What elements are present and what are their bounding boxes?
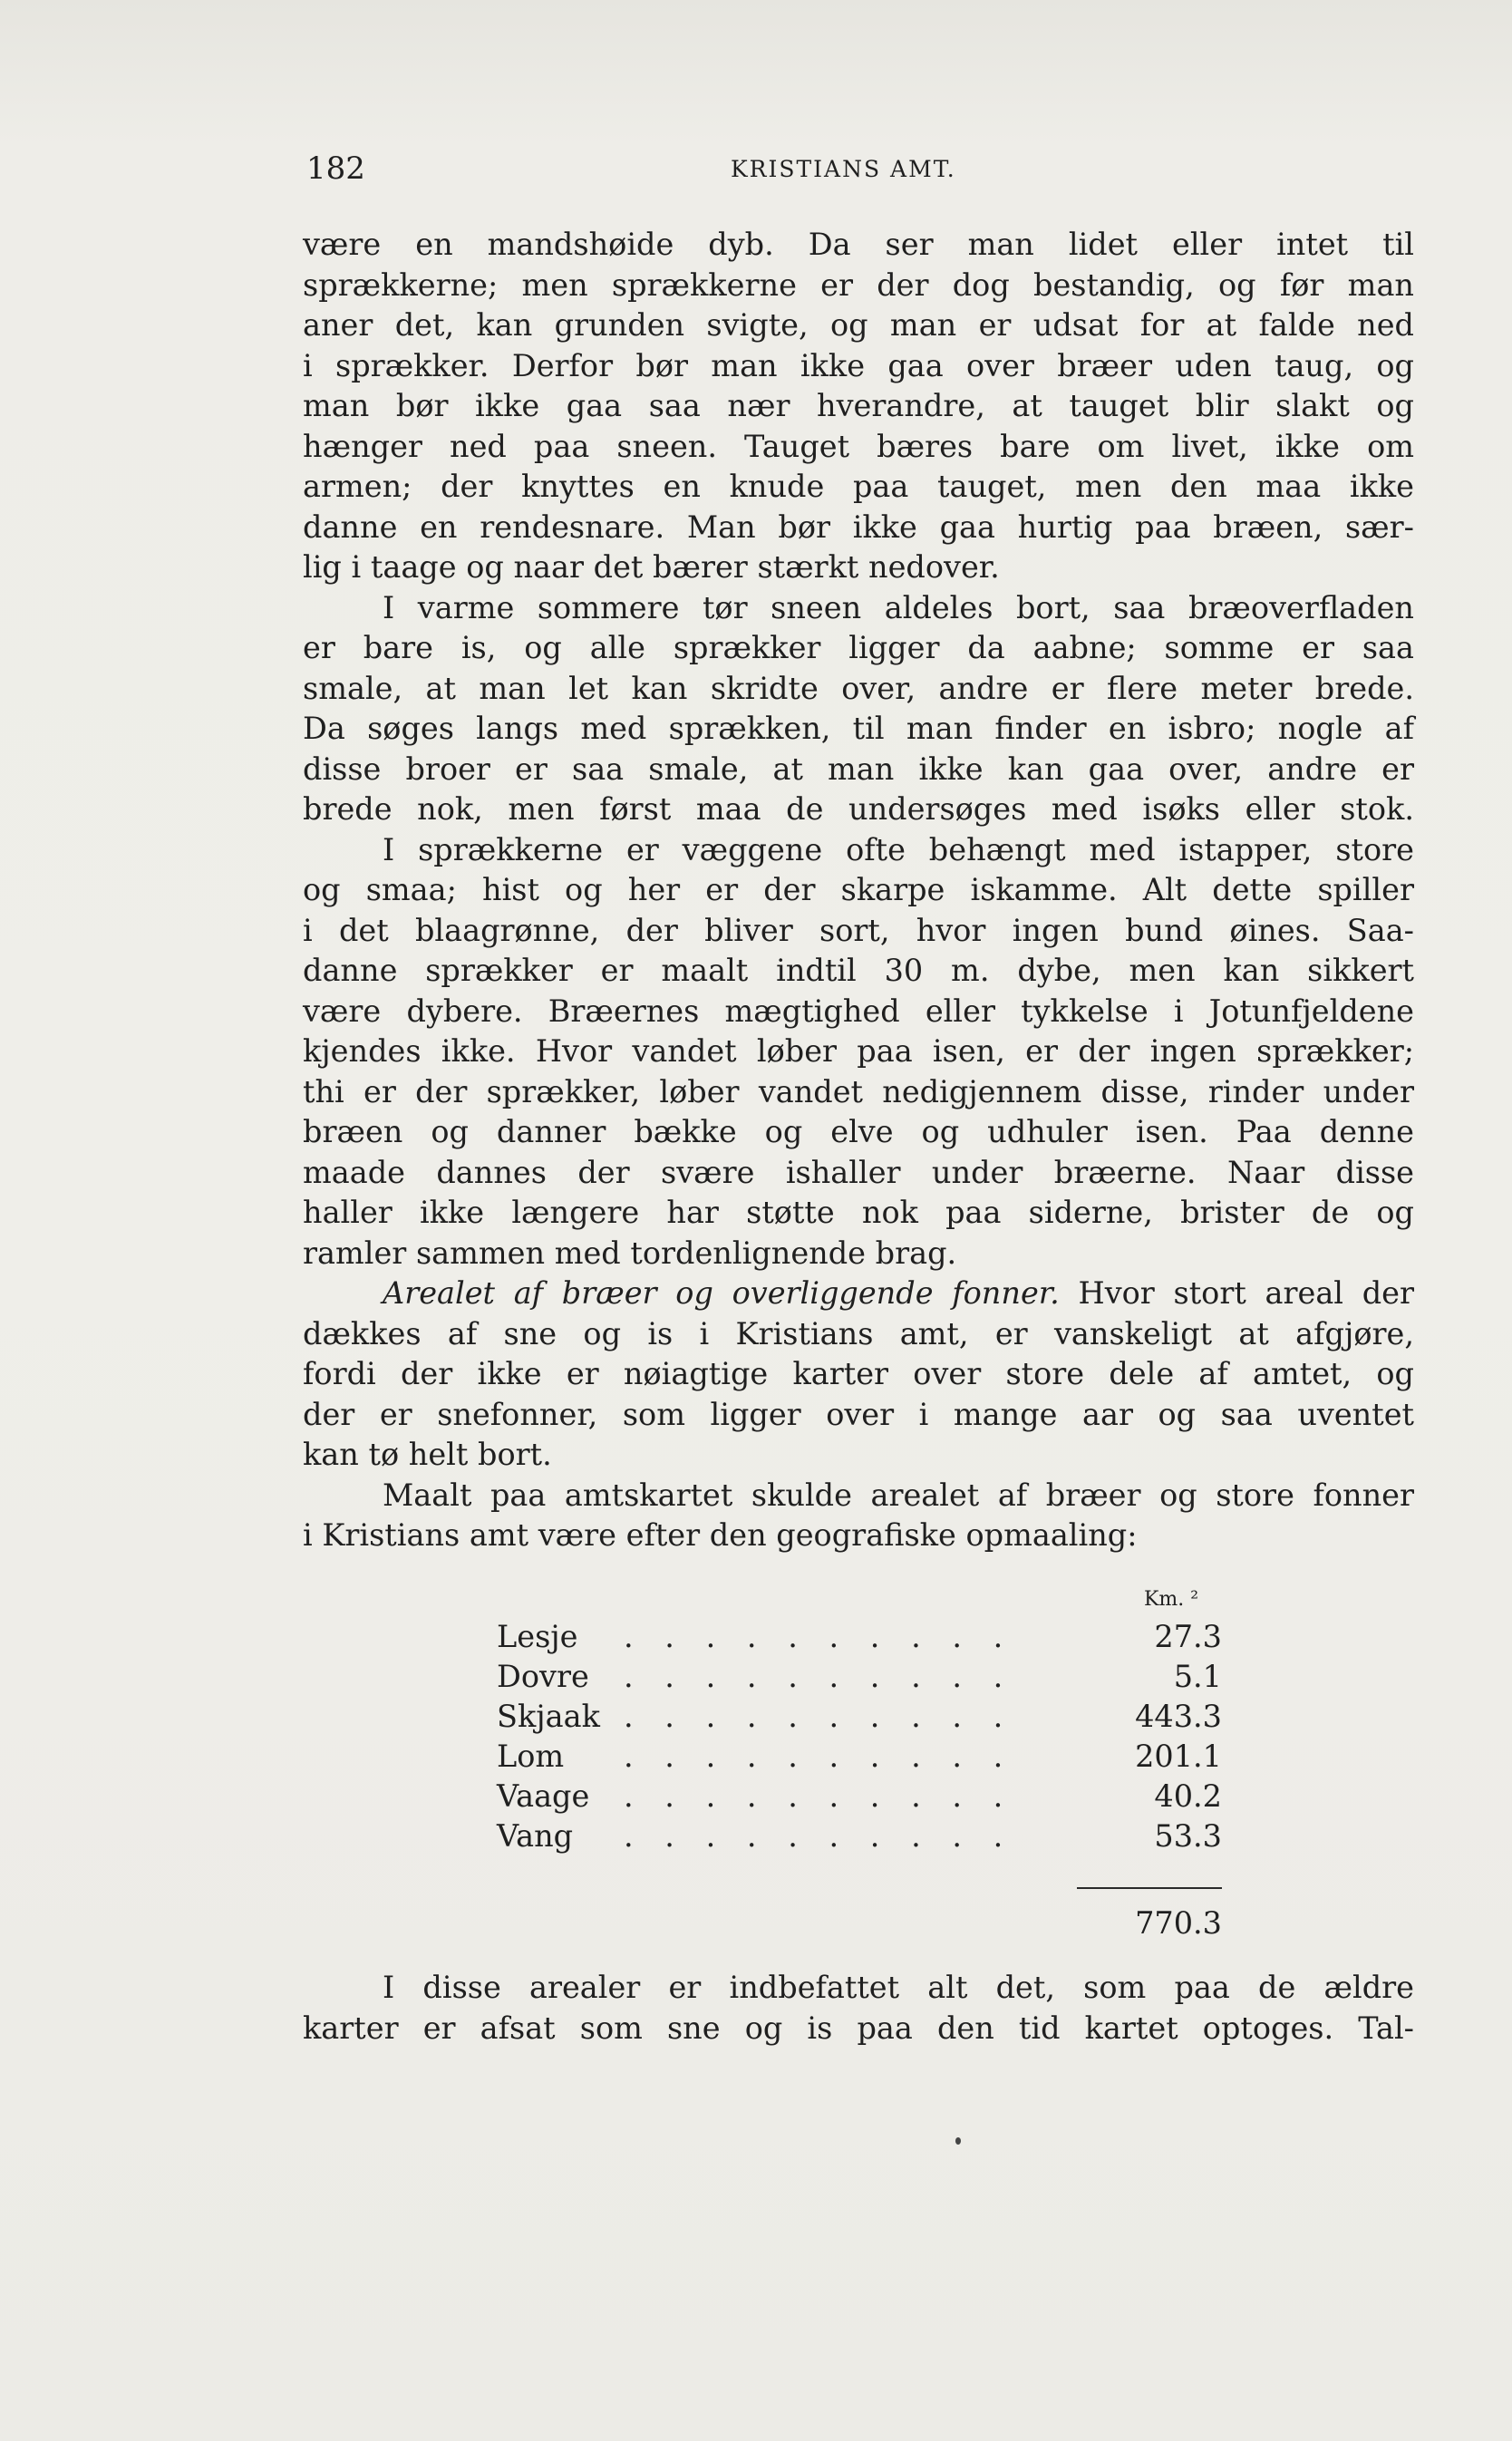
text-line: bræen og danner bække og elve og udhuler isen. Paa denne (303, 1114, 1414, 1149)
sum-rule (1077, 1887, 1222, 1889)
leader-dots: . . . . . . . . . . (624, 1619, 1014, 1654)
area-value: 53.3 (1154, 1818, 1222, 1854)
text-line: lig i taage og naar det bærer stærkt nedover. (303, 549, 1000, 585)
area-total: 770.3 (1135, 1905, 1222, 1941)
leader-dots: . . . . . . . . . . (624, 1699, 1014, 1734)
leader-dots: . . . . . . . . . . (624, 1778, 1014, 1814)
area-value: 5.1 (1173, 1659, 1222, 1694)
text-line: Maalt paa amtskartet skulde arealet af bræer og store fonner (383, 1477, 1414, 1513)
text-run: Hvor stort areal der (1078, 1275, 1415, 1311)
unit-label: Km. ² (1144, 1588, 1199, 1611)
text-line: fordi der ikke er nøiagtige karter over store dele af amtet, og (303, 1356, 1414, 1391)
text-line: i det blaagrønne, der bliver sort, hvor ingen bund øines. Saa- (303, 912, 1414, 948)
district-name: Dovre (497, 1659, 589, 1694)
area-value: 40.2 (1154, 1778, 1222, 1814)
text-line: er bare is, og alle sprækker ligger da aabne; somme er saa (303, 630, 1414, 665)
page-number: 182 (306, 150, 365, 187)
paragraph-5 (303, 1476, 1414, 1556)
text-line: I sprækkerne er væggene ofte behængt med istapper, store (383, 831, 1414, 867)
area-value: 443.3 (1135, 1699, 1222, 1734)
paragraph-2 (303, 588, 1414, 830)
text-line: hænger ned paa sneen. Tauget bæres bare om livet, ikke om (303, 428, 1414, 464)
text-line: være dybere. Bræernes mægtighed eller tykkelse i Jotunfjeldene (303, 993, 1414, 1029)
district-name: Skjaak (497, 1699, 600, 1734)
running-head: KRISTIANS AMT. (731, 156, 956, 182)
text-line: danne en rendesnare. Man bør ikke gaa hurtig paa bræen, sær- (303, 509, 1414, 545)
text-line: ramler sammen med tordenlignende brag. (303, 1235, 957, 1271)
page-header (306, 150, 1414, 190)
text-line: aner det, kan grunden svigte, og man er udsat for at falde ned (303, 307, 1414, 343)
section-heading: Arealet af bræer og overliggende fonner. (383, 1275, 1060, 1311)
text-line (303, 1274, 1414, 1314)
text-line: smale, at man let kan skridte over, andre er flere meter brede. (303, 670, 1414, 706)
body-text (303, 225, 1414, 1556)
text-line: karter er afsat som sne og is paa den tid kartet optoges. Tal- (303, 2010, 1414, 2046)
text-line: danne sprækker er maalt indtil 30 m. dybe, men kan sikkert (303, 953, 1414, 988)
text-line: i Kristians amt være efter den geografiske opmaaling: (303, 1517, 1138, 1553)
area-value: 201.1 (1135, 1739, 1222, 1774)
ink-speck (955, 2137, 961, 2145)
text-line: armen; der knyttes en knude paa tauget, men den maa ikke (303, 469, 1414, 504)
district-name: Vang (497, 1818, 574, 1854)
district-name: Lesje (497, 1619, 578, 1654)
area-value: 27.3 (1154, 1619, 1222, 1654)
text-line: være en mandshøide dyb. Da ser man lidet eller intet til (303, 227, 1414, 262)
table-row (497, 1619, 1222, 1659)
paragraph-3 (303, 830, 1414, 1274)
text-line: der er snefonner, som ligger over i mange aar og saa uventet (303, 1396, 1414, 1432)
text-line: I varme sommere tør sneen aldeles bort, saa bræoverfladen (383, 589, 1414, 625)
text-line: brede nok, men først maa de undersøges med isøks eller stok. (303, 791, 1414, 827)
text-line: kan tø helt bort. (303, 1437, 552, 1472)
text-line: sprækkerne; men sprækkerne er der dog bestandig, og før man (303, 266, 1414, 303)
text-line: kjendes ikke. Hvor vandet løber paa isen, er der ingen sprækker; (303, 1033, 1414, 1069)
district-name: Lom (497, 1739, 565, 1774)
paragraph-4 (303, 1274, 1414, 1476)
table-row (497, 1699, 1222, 1739)
table-row (497, 1818, 1222, 1858)
text-line: haller ikke længere har støtte nok paa siderne, brister de og (303, 1195, 1414, 1230)
text-line: Da søges langs med sprækken, til man finder en isbro; nogle af (303, 711, 1414, 746)
table-row (497, 1739, 1222, 1778)
text-line: disse broer er saa smale, at man ikke kan gaa over, andre er (303, 751, 1414, 787)
leader-dots: . . . . . . . . . . (624, 1739, 1014, 1774)
district-name: Vaage (497, 1778, 590, 1814)
text-line: thi er der sprækker, løber vandet nedigjennem disse, rinder under (303, 1073, 1414, 1109)
text-line: i sprækker. Derfor bør man ikke gaa over bræer uden taug, og (303, 347, 1414, 383)
text-line: man bør ikke gaa saa nær hverandre, at tauget blir slakt og (303, 388, 1414, 423)
text-line: I disse arealer er indbefattet alt det, som paa de ældre (383, 1970, 1414, 2005)
paragraph-1 (303, 225, 1414, 588)
text-line: og smaa; hist og her er der skarpe iskamme. Alt dette spiller (303, 872, 1414, 907)
text-line: dækkes af sne og is i Kristians amt, er vanskeligt at afgjøre, (303, 1315, 1414, 1351)
table-row (497, 1659, 1222, 1699)
leader-dots: . . . . . . . . . . (624, 1818, 1014, 1854)
text-line: maade dannes der svære ishaller under bræerne. Naar disse (303, 1154, 1414, 1190)
table-row (497, 1778, 1222, 1818)
leader-dots: . . . . . . . . . . (624, 1659, 1014, 1694)
closing-paragraph (303, 1968, 1414, 2049)
